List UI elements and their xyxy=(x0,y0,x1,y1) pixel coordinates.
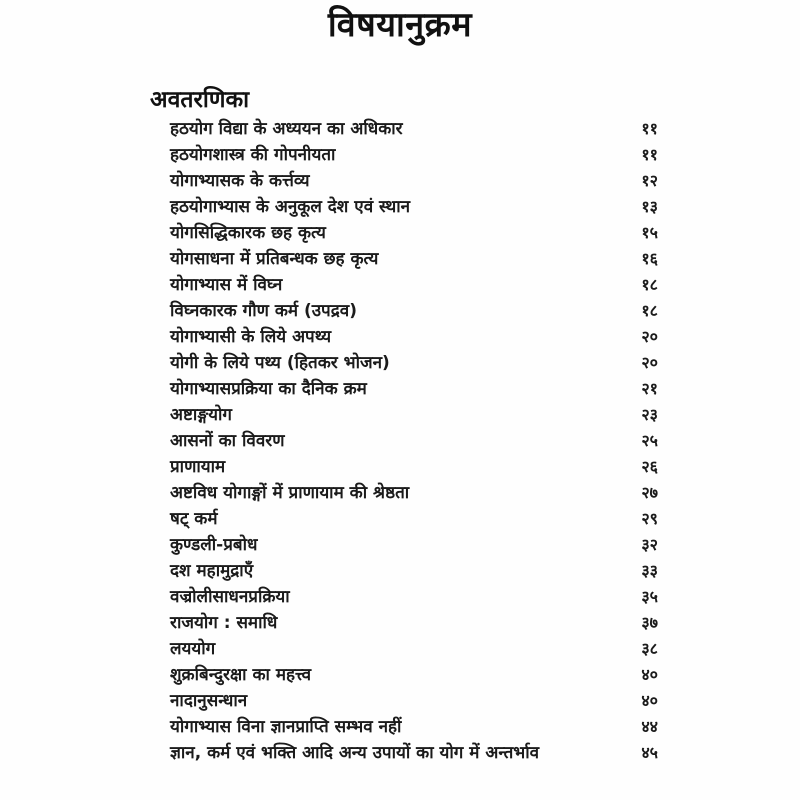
toc-entry xyxy=(170,350,658,376)
toc-entry xyxy=(170,376,658,402)
toc-entry xyxy=(170,480,658,506)
toc-entry xyxy=(170,168,658,194)
toc-entry-page-number: ४४ xyxy=(641,717,658,736)
toc-entry-page-number: १६ xyxy=(641,249,658,268)
toc-entry xyxy=(170,428,658,454)
toc-entry-title: योगाभ्यासक के कर्त्तव्य xyxy=(170,171,310,191)
toc-entry xyxy=(170,688,658,714)
toc-entry-page-number: २३ xyxy=(641,405,658,424)
toc-entry-title: दश महामुद्राएँ xyxy=(170,561,254,581)
toc-entry xyxy=(170,116,658,142)
toc-entry-page-number: ४५ xyxy=(641,743,658,762)
toc-entry-title: लययोग xyxy=(170,639,216,659)
toc-entry-page-number: २९ xyxy=(641,509,658,528)
toc-entry xyxy=(170,558,658,584)
toc-entry xyxy=(170,610,658,636)
toc-entry-title: अष्टाङ्गयोग xyxy=(170,405,232,425)
toc-entry-title: वज्रोलीसाधनप्रक्रिया xyxy=(170,587,290,607)
toc-entry-title: योगसाधना में प्रतिबन्धक छह कृत्य xyxy=(170,249,379,269)
toc-entry xyxy=(170,662,658,688)
toc-entry-title: कुण्डली-प्रबोध xyxy=(170,535,258,555)
toc-entry-title: योगसिद्धिकारक छह कृत्य xyxy=(170,223,326,243)
toc-entry xyxy=(170,532,658,558)
toc-entry-title: आसनों का विवरण xyxy=(170,431,285,451)
toc-entry xyxy=(170,298,658,324)
toc-entry-page-number: ४० xyxy=(641,691,658,710)
toc-entry-page-number: ३८ xyxy=(641,639,658,658)
toc-entry-title: योगाभ्यासी के लिये अपथ्य xyxy=(170,327,332,347)
toc-entry-page-number: ३७ xyxy=(641,613,658,632)
toc-entry-page-number: १८ xyxy=(641,301,658,320)
toc-entry-title: हठयोगाभ्यास के अनुकूल देश एवं स्थान xyxy=(170,197,411,217)
toc-entry xyxy=(170,714,658,740)
toc-entry-page-number: १८ xyxy=(641,275,658,294)
toc-entry-page-number: २६ xyxy=(641,457,658,476)
toc-entry-title: योगाभ्यासप्रक्रिया का दैनिक क्रम xyxy=(170,379,367,399)
toc-entry-title: हठयोग विद्या के अध्ययन का अधिकार xyxy=(170,119,403,139)
toc-entry-page-number: ३३ xyxy=(641,561,658,580)
toc-entry-page-number: २१ xyxy=(641,379,658,398)
toc-entry-title: योगाभ्यास में विघ्न xyxy=(170,275,283,295)
toc-entry xyxy=(170,142,658,168)
toc-entry-title: राजयोग : समाधि xyxy=(170,613,278,633)
toc-entry xyxy=(170,454,658,480)
toc-entry xyxy=(170,194,658,220)
section-heading: अवतरणिका xyxy=(150,87,250,113)
toc-entry-page-number: २० xyxy=(641,353,658,372)
toc-entry-page-number: १३ xyxy=(641,197,658,216)
toc-entry-page-number: २७ xyxy=(641,483,658,502)
toc-entry-page-number: २० xyxy=(641,327,658,346)
toc-entry-page-number: ३२ xyxy=(641,535,658,554)
toc-entry-title: योगी के लिये पथ्य (हितकर भोजन) xyxy=(170,353,390,373)
toc-entry-page-number: ४० xyxy=(641,665,658,684)
toc-entry xyxy=(170,324,658,350)
toc-list xyxy=(170,116,658,766)
toc-entry-title: षट् कर्म xyxy=(170,509,218,529)
toc-entry xyxy=(170,584,658,610)
toc-entry xyxy=(170,220,658,246)
toc-entry-title: नादानुसन्धान xyxy=(170,691,248,711)
toc-entry-title: शुक्रबिन्दुरक्षा का महत्त्व xyxy=(170,665,312,685)
toc-entry-page-number: ३५ xyxy=(641,587,658,606)
toc-entry xyxy=(170,402,658,428)
toc-entry-page-number: ११ xyxy=(641,145,658,164)
toc-entry-page-number: ११ xyxy=(641,119,658,138)
toc-entry xyxy=(170,246,658,272)
toc-entry-title: प्राणायाम xyxy=(170,457,226,477)
toc-entry-page-number: १२ xyxy=(641,171,658,190)
toc-entry-title: हठयोगशास्त्र की गोपनीयता xyxy=(170,145,336,165)
toc-entry xyxy=(170,636,658,662)
toc-entry xyxy=(170,506,658,532)
toc-entry-page-number: २५ xyxy=(641,431,658,450)
page-title: विषयानुक्रम xyxy=(327,5,473,45)
toc-entry-page-number: १५ xyxy=(641,223,658,242)
toc-entry-title: ज्ञान, कर्म एवं भक्ति आदि अन्य उपायों का योग में अन्तर्भाव xyxy=(170,743,540,763)
toc-entry xyxy=(170,272,658,298)
toc-entry-title: विघ्नकारक गौण कर्म (उपद्रव) xyxy=(170,301,357,321)
toc-entry xyxy=(170,740,658,766)
toc-entry-title: योगाभ्यास विना ज्ञानप्राप्ति सम्भव नहीं xyxy=(170,717,402,737)
toc-entry-title: अष्टविध योगाङ्गों में प्राणायाम की श्रेष्ठता xyxy=(170,483,410,503)
